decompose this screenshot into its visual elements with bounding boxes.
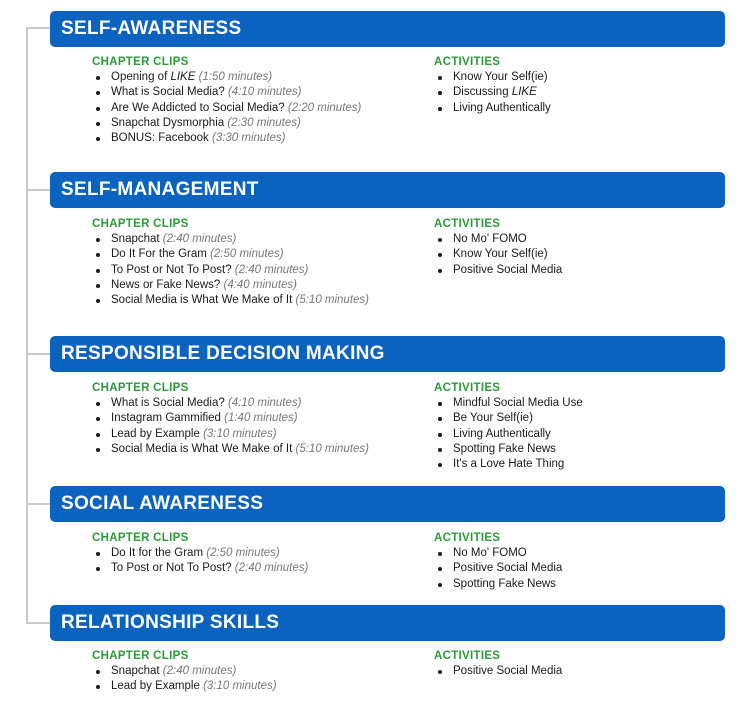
activities-label: ACTIVITIES bbox=[434, 532, 501, 544]
activity-item: Living Authentically bbox=[434, 427, 724, 442]
activities-label: ACTIVITIES bbox=[434, 218, 501, 230]
chapter-clips-column bbox=[92, 649, 392, 695]
chapter-clips-label: CHAPTER CLIPS bbox=[92, 532, 189, 544]
clip-item: Do It For the Gram (2:50 minutes) bbox=[92, 247, 392, 262]
activity-item: Living Authentically bbox=[434, 101, 724, 116]
clip-item: Are We Addicted to Social Media? (2:20 minutes) bbox=[92, 101, 392, 116]
activities-list bbox=[434, 232, 724, 278]
activity-item: Positive Social Media bbox=[434, 561, 724, 576]
activities-label: ACTIVITIES bbox=[434, 650, 501, 662]
clip-item: Snapchat (2:40 minutes) bbox=[92, 664, 392, 679]
outline-connector-tick bbox=[26, 622, 50, 624]
chapter-clips-list bbox=[92, 232, 392, 308]
chapter-clips-column bbox=[92, 381, 392, 457]
chapter-clips-column bbox=[92, 55, 392, 146]
section-header-responsible-decision-making: RESPONSIBLE DECISION MAKING bbox=[50, 336, 725, 372]
clip-item: To Post or Not To Post? (2:40 minutes) bbox=[92, 263, 392, 278]
activity-item: Know Your Self(ie) bbox=[434, 247, 724, 262]
section-header-self-awareness: SELF-AWARENESS bbox=[50, 11, 725, 47]
clip-item: Do It for the Gram (2:50 minutes) bbox=[92, 546, 392, 561]
activity-item: Spotting Fake News bbox=[434, 577, 724, 592]
activities-label: ACTIVITIES bbox=[434, 56, 501, 68]
activity-item: Mindful Social Media Use bbox=[434, 396, 724, 411]
outline-connector-tick bbox=[26, 503, 50, 505]
chapter-clips-column bbox=[92, 531, 392, 577]
chapter-clips-label: CHAPTER CLIPS bbox=[92, 218, 189, 230]
activity-item: It's a Love Hate Thing bbox=[434, 457, 724, 472]
clip-item: What is Social Media? (4:10 minutes) bbox=[92, 396, 392, 411]
activity-item: Positive Social Media bbox=[434, 664, 724, 679]
activities-column bbox=[434, 217, 724, 278]
chapter-clips-column bbox=[92, 217, 392, 308]
chapter-clips-list bbox=[92, 546, 392, 577]
chapter-clips-list bbox=[92, 70, 392, 146]
clip-item: Social Media is What We Make of It (5:10 minutes) bbox=[92, 293, 392, 308]
clip-item: Lead by Example (3:10 minutes) bbox=[92, 679, 392, 694]
clip-item: BONUS: Facebook (3:30 minutes) bbox=[92, 131, 392, 146]
activity-item: Positive Social Media bbox=[434, 263, 724, 278]
activities-column bbox=[434, 531, 724, 592]
clip-item: What is Social Media? (4:10 minutes) bbox=[92, 85, 392, 100]
outline-connector-line bbox=[26, 27, 28, 624]
clip-item: Snapchat Dysmorphia (2:30 minutes) bbox=[92, 116, 392, 131]
outline-connector-tick bbox=[26, 27, 50, 29]
section-header-relationship-skills: RELATIONSHIP SKILLS bbox=[50, 605, 725, 641]
clip-item: Opening of LIKE (1:50 minutes) bbox=[92, 70, 392, 85]
chapter-clips-label: CHAPTER CLIPS bbox=[92, 382, 189, 394]
section-header-self-management: SELF-MANAGEMENT bbox=[50, 172, 725, 208]
clip-item: To Post or Not To Post? (2:40 minutes) bbox=[92, 561, 392, 576]
activity-item: Discussing LIKE bbox=[434, 85, 724, 100]
activities-list bbox=[434, 70, 724, 116]
clip-item: News or Fake News? (4:40 minutes) bbox=[92, 278, 392, 293]
activities-column bbox=[434, 55, 724, 116]
activities-column bbox=[434, 649, 724, 679]
clip-item: Snapchat (2:40 minutes) bbox=[92, 232, 392, 247]
clip-item: Lead by Example (3:10 minutes) bbox=[92, 427, 392, 442]
activities-label: ACTIVITIES bbox=[434, 382, 501, 394]
chapter-clips-list bbox=[92, 664, 392, 695]
activity-item: Know Your Self(ie) bbox=[434, 70, 724, 85]
activities-list bbox=[434, 546, 724, 592]
clip-item: Instagram Gammified (1:40 minutes) bbox=[92, 411, 392, 426]
activity-item: Be Your Self(ie) bbox=[434, 411, 724, 426]
section-header-social-awareness: SOCIAL AWARENESS bbox=[50, 486, 725, 522]
activity-item: No Mo' FOMO bbox=[434, 232, 724, 247]
outline-connector-tick bbox=[26, 189, 50, 191]
activity-item: Spotting Fake News bbox=[434, 442, 724, 457]
clip-item: Social Media is What We Make of It (5:10 minutes) bbox=[92, 442, 392, 457]
chapter-clips-list bbox=[92, 396, 392, 457]
outline-connector-tick bbox=[26, 353, 50, 355]
activities-list bbox=[434, 664, 724, 679]
activities-column bbox=[434, 381, 724, 472]
chapter-clips-label: CHAPTER CLIPS bbox=[92, 56, 189, 68]
chapter-clips-label: CHAPTER CLIPS bbox=[92, 650, 189, 662]
activities-list bbox=[434, 396, 724, 472]
activity-item: No Mo' FOMO bbox=[434, 546, 724, 561]
